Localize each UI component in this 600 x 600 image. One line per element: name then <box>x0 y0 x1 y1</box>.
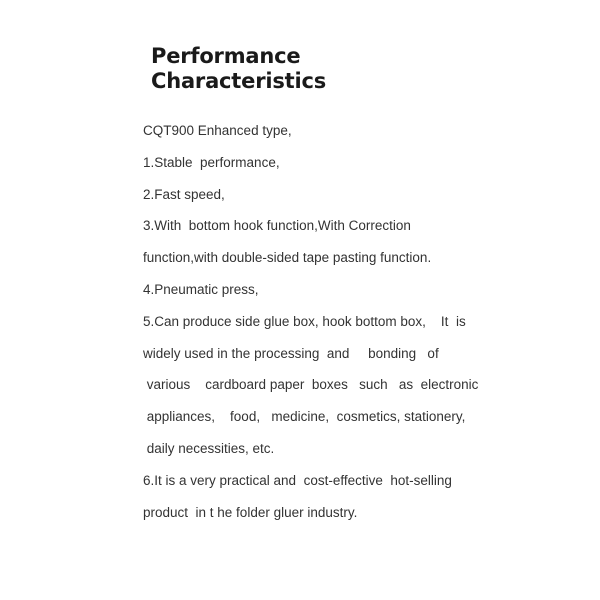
text-line: product in t he folder gluer industry. <box>143 504 358 520</box>
text-line: CQT900 Enhanced type, <box>143 123 292 138</box>
page-title <box>151 44 326 94</box>
text-line: 6.It is a very practical and cost-effective hot-selling <box>143 472 452 488</box>
text-line: appliances, food, medicine, cosmetics, stationery, <box>143 409 466 425</box>
text-line: widely used in the processing and bonding of <box>143 345 439 361</box>
text-line: 1.Stable performance, <box>143 154 280 170</box>
text-line: 4.Pneumatic press, <box>143 281 259 297</box>
text-line: daily necessities, etc. <box>143 440 275 456</box>
title-line-1: Performance <box>151 44 301 68</box>
title-line-2: Characteristics <box>151 69 327 93</box>
text-line: 5.Can produce side glue box, hook bottom box, It is <box>143 313 466 329</box>
text-line: 2.Fast speed, <box>143 186 225 202</box>
text-line: function,with double-sided tape pasting function. <box>143 250 432 266</box>
text-line: various cardboard paper boxes such as electronic <box>143 377 479 393</box>
characteristics-text <box>143 121 483 534</box>
text-line: 3.With bottom hook function,With Correction <box>143 218 411 234</box>
